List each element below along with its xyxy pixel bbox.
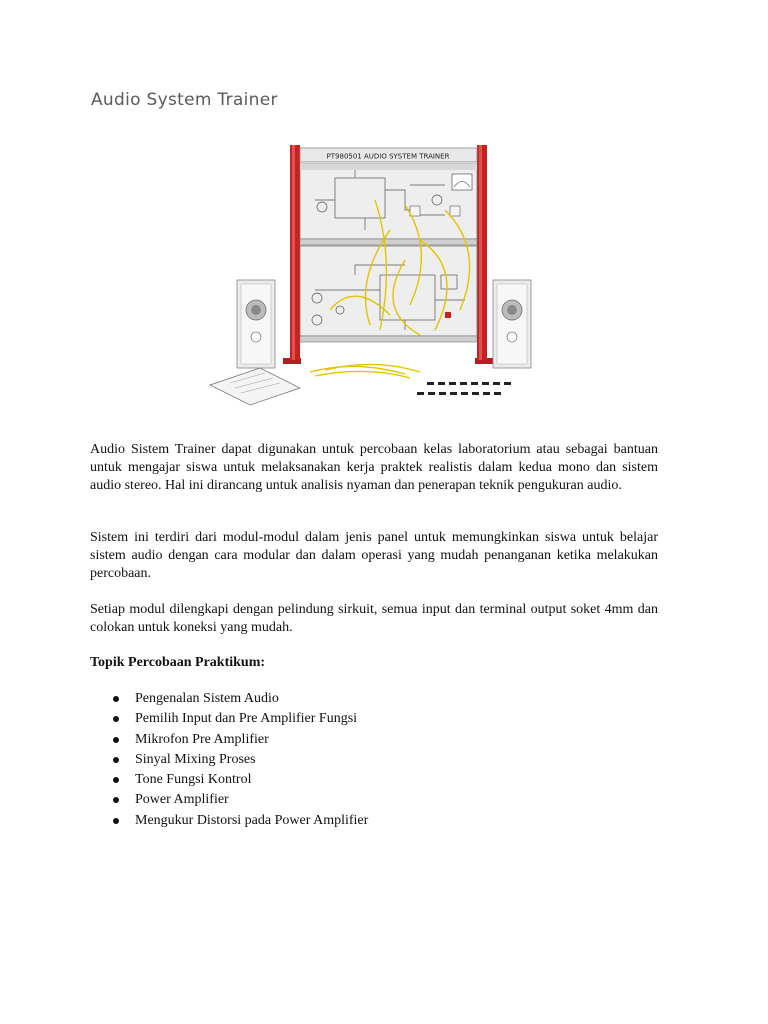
list-item <box>90 689 368 709</box>
paragraph-modules: Sistem ini terdiri dari modul-modul dalam jenis panel untuk memungkinkan siswa untuk belajar sistem audio dengan cara modular dan dalam operasi yang mudah penanganan ketika melakukan percobaan. <box>90 530 658 581</box>
list-item-label: Pemilih Input dan Pre Amplifier Fungsi <box>135 711 358 727</box>
paragraph-protection: Setiap modul dilengkapi dengan pelindung sirkuit, semua input dan terminal output soket 4mm dan colokan untuk koneksi yang mudah. <box>90 602 658 635</box>
list-item <box>90 750 368 770</box>
list-item-label: Power Amplifier <box>135 792 229 808</box>
topics-list <box>90 689 368 831</box>
bullet-icon <box>113 777 119 783</box>
paragraph-intro: Audio Sistem Trainer dapat digunakan untuk percobaan kelas laboratorium atau sebagai bantuan untuk mengajar siswa untuk melaksanakan kerja praktek realistis dalam kedua mono dan sistem audio stereo. Hal ini dirancang untuk analisis nyaman dan penerapan teknik pengukuran audio. <box>90 442 658 493</box>
list-item-label: Mikrofon Pre Amplifier <box>135 731 269 747</box>
bullet-icon <box>113 696 119 702</box>
list-item <box>90 811 368 831</box>
bullet-icon <box>113 716 119 722</box>
list-item-label: Pengenalan Sistem Audio <box>135 691 279 706</box>
list-item-label: Sinyal Mixing Proses <box>135 751 256 767</box>
document-title: Audio System Trainer <box>91 90 278 110</box>
list-item <box>90 790 368 810</box>
bullet-icon <box>113 797 119 803</box>
list-item <box>90 730 368 750</box>
bullet-icon <box>113 737 119 743</box>
topics-heading: Topik Percobaan Praktikum: <box>90 655 266 670</box>
bullet-icon <box>113 818 119 824</box>
list-item <box>90 770 368 790</box>
panel-label: PT980501 AUDIO SYSTEM TRAINER <box>326 152 450 161</box>
list-item-label: Mengukur Distorsi pada Power Amplifier <box>135 812 369 828</box>
audio-trainer-photo <box>205 140 550 410</box>
list-item-label: Tone Fungsi Kontrol <box>135 772 252 788</box>
list-item <box>90 709 368 729</box>
bullet-icon <box>113 757 119 763</box>
